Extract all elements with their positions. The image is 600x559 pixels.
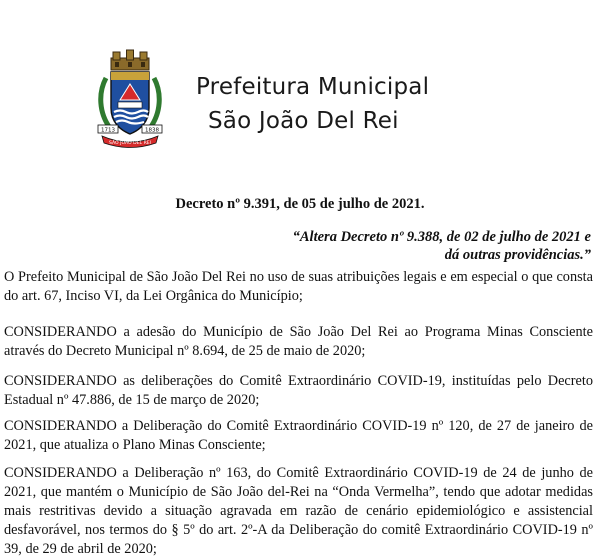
- decree-title: Decreto nº 9.391, de 05 de julho de 2021.: [175, 196, 425, 212]
- org-name-line2: São João Del Rei: [208, 108, 399, 134]
- crest-motto: SÃO JOÃO DEL REI: [108, 141, 152, 146]
- org-name-line1: Prefeitura Municipal: [196, 74, 430, 100]
- letterhead: [96, 48, 496, 158]
- decree-summary: “Altera Decreto nº 9.388, de 02 de julho de 2021 e dá outras providências.”: [292, 229, 591, 263]
- paragraph-considerando: CONSIDERANDO a Deliberação do Comitê Extraordinário COVID-19 nº 120, de 27 de janeiro de 2021, que atualiza o Plano Minas Consciente;: [4, 418, 593, 453]
- municipal-coat-of-arms: [96, 48, 164, 148]
- paragraph-considerando: CONSIDERANDO as deliberações do Comitê Extraordinário COVID-19, instituídas pelo Decreto Estadual nº 47.886, de 15 de março de 2020;: [4, 373, 593, 408]
- crest-year-left: 1713: [101, 127, 115, 134]
- paragraph-preamble: O Prefeito Municipal de São João Del Rei no uso de suas atribuições legais e em especial o que consta do art. 67, Inciso VI, da Lei Orgânica do Município;: [4, 269, 593, 304]
- paragraph-considerando: CONSIDERANDO a Deliberação nº 163, do Comitê Extraordinário COVID-19 de 24 de junho de 2021, que mantém o Município de São João del-Rei na “Onda Vermelha”, tendo que adotar medidas mais restritivas devido a situação agravada em razão de cenário epidemiológico e assistencial desfavorável, nos termos do § 5º do art. 2º-A da Deliberação do comitê Extraordinário COVID-19 nº 39, de 29 de abril de 2020;: [4, 465, 593, 557]
- paragraph-considerando: CONSIDERANDO a adesão do Município de São João Del Rei ao Programa Minas Consciente através do Decreto Municipal nº 8.694, de 25 de maio de 2020;: [4, 324, 593, 359]
- crest-year-right: 1838: [145, 127, 159, 134]
